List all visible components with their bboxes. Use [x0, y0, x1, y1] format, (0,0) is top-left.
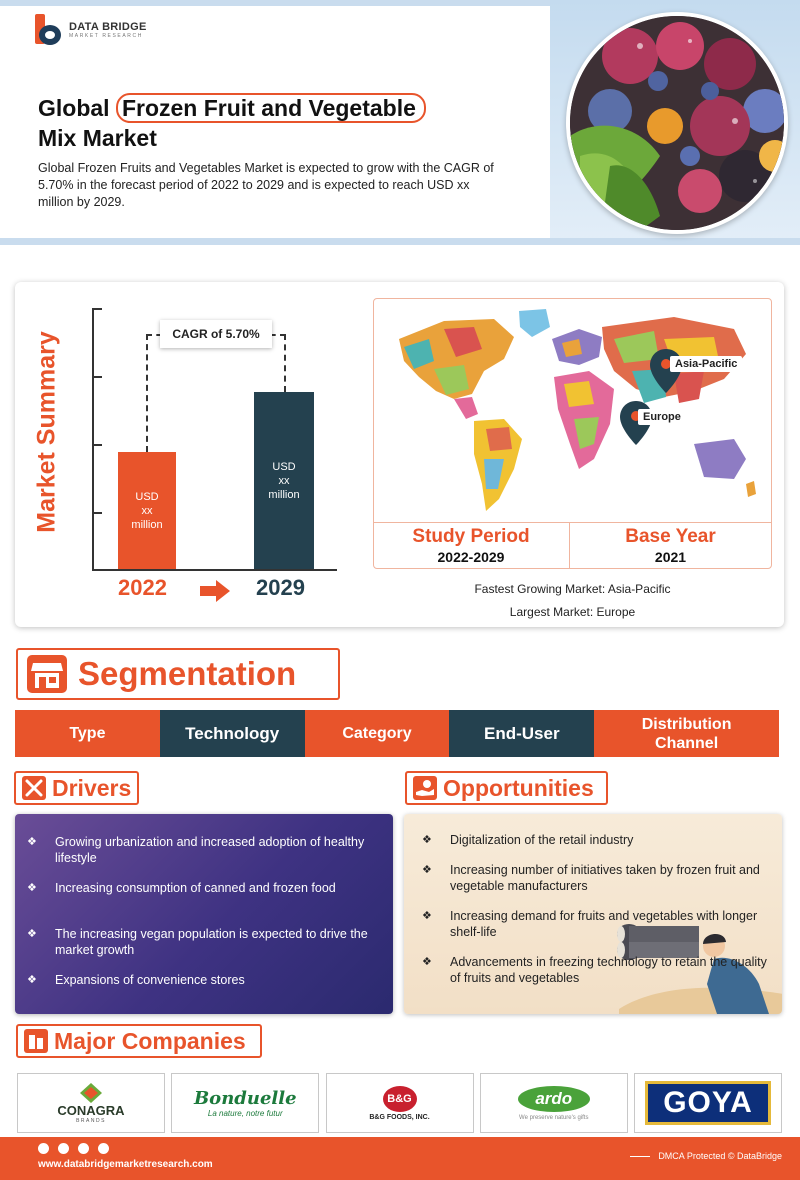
arrow-right-icon: [200, 580, 230, 602]
title-highlight: Frozen Fruit and Vegetable: [116, 93, 426, 123]
list-item: ❖ Advancements in freezing technology to retain the quality of fruits and vegetables: [422, 955, 767, 985]
dmca-divider: [630, 1156, 650, 1157]
brand-logo[interactable]: [33, 14, 147, 46]
segmentation-row: [15, 710, 779, 757]
segmentation-title: Segmentation: [78, 655, 297, 692]
bg-foods-logo-text: B&G FOODS, INC.: [369, 1113, 430, 1121]
ardo-logo-mark: ardo: [518, 1086, 590, 1112]
title-prefix: Global: [38, 95, 116, 121]
conagra-leaf-icon: [80, 1083, 102, 1103]
company-bg-foods[interactable]: [326, 1073, 474, 1133]
company-logos-row: [17, 1073, 782, 1133]
company-goya[interactable]: [634, 1073, 782, 1133]
bullet-diamond-icon: ❖: [422, 834, 432, 846]
major-companies-heading: [16, 1024, 262, 1058]
cagr-badge: CAGR of 5.70%: [160, 320, 272, 348]
chart-x-axis: [92, 569, 337, 571]
year-start: 2022: [118, 575, 167, 600]
segment-end-user[interactable]: End-User: [449, 710, 594, 757]
website-link[interactable]: www.databridgemarketresearch.com: [38, 1159, 213, 1170]
brand-tagline: MARKET RESEARCH: [69, 33, 143, 39]
title-line2: Mix Market: [38, 125, 157, 151]
company-conagra[interactable]: [17, 1073, 165, 1133]
fastest-growing-market: Fastest Growing Market: Asia-Pacific: [474, 582, 671, 596]
bar-2029-label: USD xx million: [268, 460, 300, 501]
segmentation-heading: [16, 648, 340, 700]
list-item: ❖ Increasing demand for fruits and vegetables with longer shelf-life: [422, 909, 758, 939]
hand-money-icon: [413, 776, 437, 800]
whatsapp-icon[interactable]: [38, 1143, 49, 1154]
drivers-title: Drivers: [52, 774, 132, 801]
logo-icon: [33, 14, 63, 46]
base-year-value: 2021: [654, 549, 687, 565]
bonduelle-logo-sub: La nature, notre futur: [207, 1109, 283, 1118]
bar-2022-label: USD xx million: [131, 490, 163, 531]
conagra-logo-text: CONAGRA: [57, 1102, 125, 1118]
market-summary-label: Market Summary: [32, 331, 61, 533]
bullet-diamond-icon: ❖: [27, 836, 37, 848]
cagr-dashed-line-left: [146, 334, 148, 452]
segment-technology[interactable]: Technology: [160, 710, 305, 757]
bullet-diamond-icon: ❖: [27, 928, 37, 940]
bullet-diamond-icon: ❖: [422, 956, 432, 968]
brand-name: DATA BRIDGE: [69, 21, 147, 33]
segment-distribution-channel[interactable]: Distribution Channel: [594, 710, 779, 757]
list-item: ❖ Digitalization of the retail industry: [422, 833, 634, 847]
twitter-icon[interactable]: [78, 1143, 89, 1154]
map-pin-label-asia-pacific: Asia-Pacific: [670, 356, 742, 372]
study-period-value: 2022-2029: [437, 549, 505, 565]
bg-foods-logo-mark: B&G: [383, 1086, 417, 1112]
list-item: ❖ Increasing number of initiatives taken by frozen fruit and vegetable manufacturers: [422, 863, 760, 893]
opportunities-title: Opportunities: [443, 774, 594, 801]
ardo-logo-sub: We preserve nature's gifts: [519, 1114, 589, 1121]
opportunities-panel: [404, 814, 782, 1014]
company-bonduelle[interactable]: [171, 1073, 319, 1133]
frozen-fruit-photo: [566, 12, 788, 234]
world-map-icon: [374, 299, 771, 521]
building-icon: [24, 1029, 48, 1053]
chart-tick: [92, 512, 102, 514]
page-title: [38, 93, 426, 153]
cagr-dashed-line-right: [284, 334, 286, 392]
header-bottom-band: [0, 238, 800, 245]
goya-logo-text: GOYA: [645, 1081, 771, 1125]
list-item: ❖ The increasing vegan population is expected to drive the market growth: [27, 927, 368, 957]
study-period-divider: [373, 522, 772, 523]
base-year-label: Base Year: [625, 526, 716, 547]
bonduelle-logo-text: Bonduelle: [193, 1088, 297, 1109]
list-item: ❖ Growing urbanization and increased adoption of healthy lifestyle: [27, 835, 365, 865]
conagra-logo-sub: BRANDS: [76, 1117, 106, 1124]
opportunities-heading: [405, 771, 608, 805]
chart-y-axis: [92, 308, 94, 570]
company-ardo[interactable]: [480, 1073, 628, 1133]
page-subtitle: Global Frozen Fruits and Vegetables Market is expected to grow with the CAGR of 5.70% in the forecast period of 2022 to 2029 and is expected to reach USD xx million by 2029.: [38, 161, 494, 209]
bullet-diamond-icon: ❖: [422, 864, 432, 876]
tools-icon: [22, 776, 46, 800]
major-companies-title: Major Companies: [54, 1027, 246, 1054]
segment-category[interactable]: Category: [305, 710, 450, 757]
instagram-icon[interactable]: [98, 1143, 109, 1154]
year-end: 2029: [256, 575, 305, 600]
list-item: ❖ Expansions of convenience stores: [27, 973, 245, 987]
study-period-label: Study Period: [412, 526, 530, 547]
segment-type[interactable]: Type: [15, 710, 160, 757]
drivers-heading: [14, 771, 139, 805]
map-pin-label-europe: Europe: [638, 409, 686, 425]
list-item: ❖ Increasing consumption of canned and frozen food: [27, 881, 336, 895]
chart-tick: [92, 308, 102, 310]
bar-2022: [118, 452, 176, 569]
dmca-notice: DMCA Protected © DataBridge: [658, 1151, 782, 1161]
bullet-diamond-icon: ❖: [422, 910, 432, 922]
chart-tick: [92, 444, 102, 446]
bar-2029: [254, 392, 314, 569]
facebook-icon[interactable]: [58, 1143, 69, 1154]
store-icon: [26, 654, 68, 694]
bullet-diamond-icon: ❖: [27, 882, 37, 894]
social-links: [38, 1143, 109, 1154]
bullet-diamond-icon: ❖: [27, 974, 37, 986]
header: [0, 0, 800, 245]
chart-tick: [92, 376, 102, 378]
footer: [0, 1137, 800, 1180]
largest-market: Largest Market: Europe: [509, 605, 636, 619]
drivers-panel: [15, 814, 393, 1014]
